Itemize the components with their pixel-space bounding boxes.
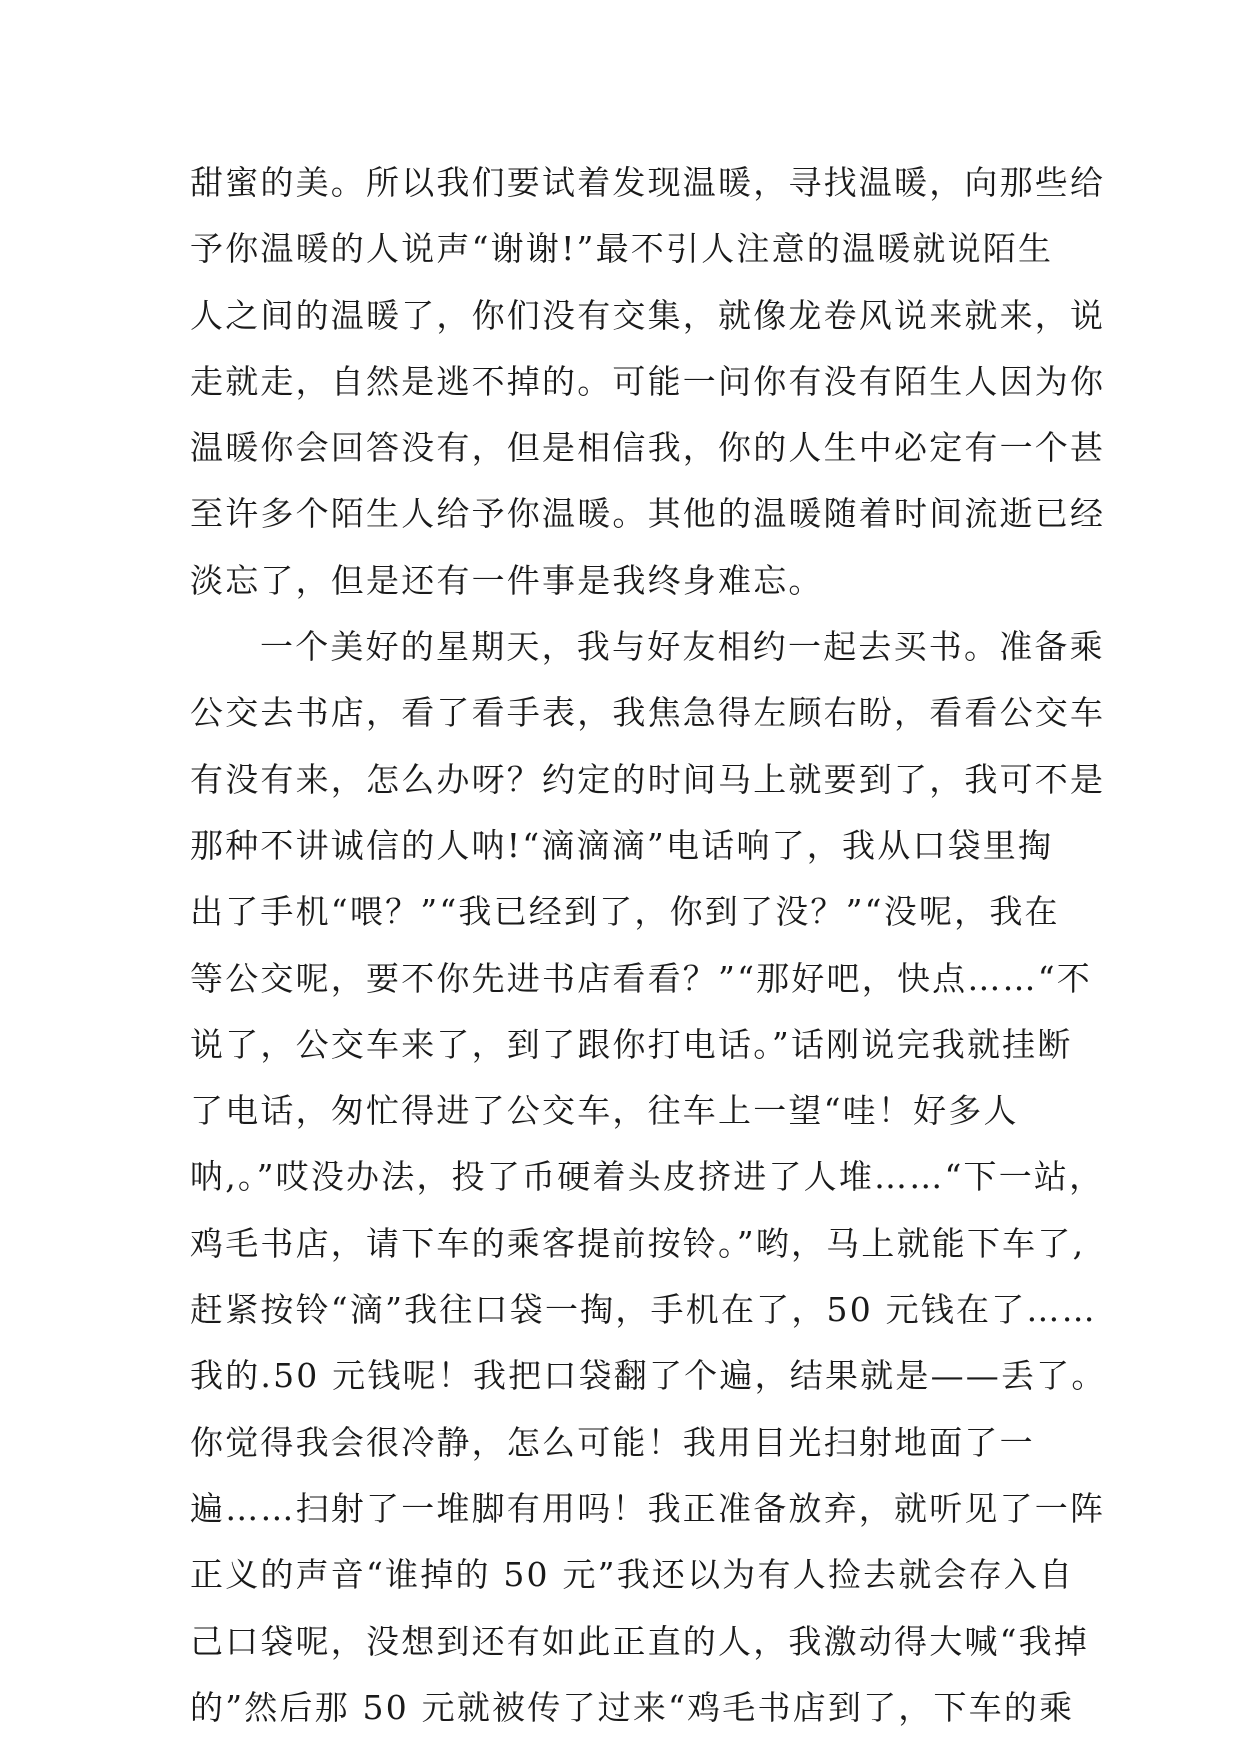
text-line: 的”然后那 50 元就被传了过来“鸡毛书店到了，下车的乘 (190, 1687, 1075, 1727)
text-line: 至许多个陌生人给予你温暖。其他的温暖随着时间流逝已经 (190, 494, 1106, 534)
paragraph-start-line: 一个美好的星期天，我与好友相约一起去买书。准备乘 (260, 627, 1105, 667)
text-line: 人之间的温暖了，你们没有交集，就像龙卷风说来就来，说 (190, 295, 1106, 335)
text-line: 甜蜜的美。所以我们要试着发现温暖，寻找温暖，向那些给 (190, 163, 1106, 202)
text-line: 了电话，匆忙得进了公交车，往车上一望“哇！好多人 (190, 1091, 1019, 1131)
text-line: 出了手机“喂？”“我已经到了，你到了没？”“没呢，我在 (190, 892, 1060, 932)
text-line: 那种不讲诚信的人呐!“滴滴滴”电话响了，我从口袋里掏 (190, 825, 1054, 865)
text-line: 公交去书店，看了看手表，我焦急得左顾右盼，看看公交车 (190, 693, 1106, 733)
text-line: 说了，公交车来了，到了跟你打电话。”话刚说完我就挂断 (190, 1024, 1073, 1064)
text-line: 遍……扫射了一堆脚有用吗！我正准备放弃，就听见了一阵 (190, 1488, 1106, 1528)
text-line: 呐,。”哎没办法，投了币硬着头皮挤进了人堆……“下一站， (190, 1157, 1105, 1197)
body-text (190, 150, 1107, 1741)
text-line: 赶紧按铃“滴”我往口袋一掏，手机在了，50 元钱在了…… (190, 1290, 1097, 1330)
text-line: 正义的声音“谁掉的 50 元”我还以为有人捡去就会存入自 (190, 1555, 1075, 1595)
text-line: 己口袋呢，没想到还有如此正直的人，我激动得大喊“我掉 (190, 1621, 1090, 1661)
text-line: 予你温暖的人说声“谢谢!”最不引人注意的温暖就说陌生 (190, 229, 1054, 269)
text-line: 你觉得我会很冷静，怎么可能！我用目光扫射地面了一 (190, 1422, 1035, 1462)
text-line: 温暖你会回答没有，但是相信我，你的人生中必定有一个甚 (190, 428, 1106, 468)
text-line: 有没有来，怎么办呀？约定的时间马上就要到了，我可不是 (190, 759, 1106, 799)
text-line: 淡忘了，但是还有一件事是我终身难忘。 (190, 560, 824, 600)
text-line: 我的.50 元钱呢！我把口袋翻了个遍，结果就是——丢了。 (190, 1356, 1107, 1396)
text-line: 等公交呢，要不你先进书店看看？”“那好吧，快点……“不 (190, 958, 1093, 998)
text-line: 鸡毛书店，请下车的乘客提前按铃。”哟，马上就能下车了, (190, 1223, 1086, 1263)
text-line: 走就走，自然是逃不掉的。可能一问你有没有陌生人因为你 (190, 361, 1106, 401)
